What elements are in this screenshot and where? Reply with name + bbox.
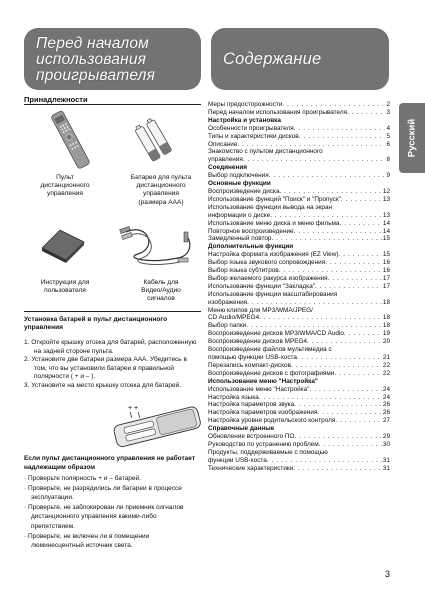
toc-dot-leader bbox=[347, 109, 385, 117]
toc-entry-title: Выбор языка звукового сопровождения bbox=[208, 259, 326, 267]
toc-dot-leader bbox=[297, 354, 382, 362]
toc-dot-leader bbox=[334, 370, 382, 378]
toc-entry-line: Продукты, поддерживаемые с помощью bbox=[208, 448, 328, 456]
toc-entry bbox=[208, 172, 390, 180]
toc-entry-title: Выбор подключения bbox=[208, 172, 269, 180]
toc-entry bbox=[208, 354, 390, 362]
toc-entry bbox=[208, 465, 390, 473]
toc-page-number: 24 bbox=[382, 385, 390, 393]
toc-page-number: 4 bbox=[386, 124, 390, 132]
language-side-tab bbox=[399, 103, 425, 173]
toc-entry bbox=[208, 457, 390, 465]
toc-dot-leader bbox=[294, 228, 382, 236]
toc-dot-leader bbox=[280, 188, 382, 196]
toc-entry bbox=[208, 441, 390, 449]
toc-page-number: 18 bbox=[382, 298, 390, 306]
toc-entry bbox=[208, 362, 390, 370]
header-left-title: Перед началом использования проигрывателя bbox=[36, 35, 156, 84]
toc-page-number: 13 bbox=[382, 195, 390, 203]
toc-entry bbox=[208, 212, 390, 220]
toc-entry-title: Воспроизведение дисков с фотографиями bbox=[208, 369, 335, 377]
toc-entry bbox=[208, 267, 390, 275]
toc-page-number: 3 bbox=[386, 108, 390, 116]
toc-page-number: 16 bbox=[382, 267, 390, 275]
toc-dot-leader bbox=[291, 362, 382, 370]
toc-entry-title: Настройка параметров звука bbox=[208, 401, 295, 409]
toc-section-title: Настройка и установка bbox=[208, 116, 281, 124]
toc-entry bbox=[208, 370, 390, 378]
toc-page-number: 15 bbox=[382, 251, 390, 259]
remote-trouble-list bbox=[24, 474, 201, 551]
toc-section-title: Соединения bbox=[208, 164, 247, 172]
trouble-item: · Проверьте полярность + и – батарей. bbox=[24, 475, 141, 482]
toc-entry-title: Меры предосторожности bbox=[208, 101, 283, 108]
toc-dot-leader bbox=[247, 299, 382, 307]
toc-entry-title: Описание bbox=[208, 140, 238, 148]
language-side-tab-label: Русский bbox=[406, 118, 418, 158]
toc-page-number: 18 bbox=[382, 314, 390, 322]
toc-entry bbox=[208, 338, 390, 346]
toc-entry-title: управления bbox=[208, 156, 243, 164]
header-left-banner bbox=[24, 28, 201, 90]
toc-entry-title: функции USB-хоста bbox=[208, 456, 267, 464]
toc-entry bbox=[208, 433, 390, 441]
battery-section-rule bbox=[24, 311, 201, 312]
toc-page-number: 8 bbox=[386, 156, 390, 164]
toc-dot-leader bbox=[338, 251, 381, 259]
toc-entry-title: Воспроизведение дисков MPEG4 bbox=[208, 338, 307, 346]
toc-dot-leader bbox=[294, 433, 381, 441]
toc-section-heading bbox=[208, 164, 390, 172]
toc-entry bbox=[208, 251, 390, 259]
toc-section-title: Основные функции bbox=[208, 180, 271, 188]
toc-page-number: 31 bbox=[382, 456, 390, 464]
toc-dot-leader bbox=[237, 141, 385, 149]
toc-page-number: 18 bbox=[382, 322, 390, 330]
batteries-icon bbox=[136, 115, 176, 163]
header-right-title: Содержание bbox=[223, 50, 322, 68]
toc-entry-title: Использование меню "Настройка" bbox=[208, 385, 310, 393]
toc-page-number: 21 bbox=[382, 354, 390, 361]
toc-dot-leader bbox=[335, 417, 382, 425]
toc-page-number: 26 bbox=[382, 409, 390, 417]
toc-dot-leader bbox=[267, 457, 382, 465]
toc-dot-leader bbox=[315, 283, 382, 291]
toc-dot-leader bbox=[299, 133, 386, 141]
toc-page-number: 9 bbox=[386, 172, 390, 180]
toc-page-number: 30 bbox=[382, 440, 390, 448]
toc-dot-leader bbox=[282, 101, 385, 109]
battery-step: 1. Откройте крышку отсека для батарей, расположенную на задней стороне пульта. bbox=[24, 339, 197, 355]
toc-dot-leader bbox=[279, 267, 382, 275]
accessories-heading: Принадлежности bbox=[24, 95, 88, 104]
toc-entry bbox=[208, 330, 390, 338]
toc-entry bbox=[208, 156, 390, 164]
toc-page-number: 15 bbox=[382, 235, 390, 243]
accessory-label-manual: Инструкция для пользователя bbox=[40, 279, 90, 295]
toc-entry-title: информации о диске bbox=[208, 211, 271, 219]
toc-page-number: 2 bbox=[386, 101, 390, 108]
toc-page-number: 12 bbox=[382, 187, 390, 195]
svg-text:+ +: + + bbox=[128, 405, 139, 412]
accessory-label-remote: Пульт дистанционного управления bbox=[40, 174, 90, 198]
trouble-item: · Проверьте, не заблокирован ли приемник сигналов дистанционного управления какими-либо препятствием. bbox=[24, 503, 184, 530]
toc-dot-leader bbox=[339, 220, 381, 228]
toc-page-number: 13 bbox=[382, 211, 390, 219]
remote-control-icon bbox=[52, 112, 88, 168]
toc-entry bbox=[208, 259, 390, 267]
toc-entry-title: Руководство по устранению проблем bbox=[208, 440, 319, 448]
toc-page-number: 29 bbox=[382, 433, 390, 441]
av-cable-icon bbox=[118, 218, 198, 270]
manual-book-icon bbox=[38, 222, 86, 264]
toc-section-heading bbox=[208, 180, 390, 188]
toc-entry-line: Воспроизведение файлов мультимедиа с bbox=[208, 346, 332, 354]
toc-dot-leader bbox=[325, 259, 382, 267]
toc-page-number: 14 bbox=[382, 219, 390, 227]
toc-entry-title: Настройка языка bbox=[208, 393, 259, 401]
toc-entry-title: Перед началом использования проигрывателя bbox=[208, 108, 348, 116]
accessories-rule bbox=[24, 104, 201, 105]
toc-entry-line: Использование функции масштабирования bbox=[208, 290, 338, 298]
toc-page-number: 31 bbox=[382, 464, 390, 472]
toc-entry bbox=[208, 109, 390, 117]
toc-page-number: 20 bbox=[382, 338, 390, 346]
toc-entry-title: CD Audio/MPEG4 bbox=[208, 314, 260, 322]
toc-page-number: 17 bbox=[382, 274, 390, 282]
toc-entry bbox=[208, 133, 390, 141]
toc-entry-title: Выбор папки bbox=[208, 322, 247, 330]
battery-step: 2. Установите две батареи размера ААА. Убедитесь в том, что вы установили батареи в правильной полярности ( + и – ). bbox=[24, 356, 187, 381]
trouble-item: · Проверьте, не разрядились ли батареи в процессе эксплуатации. bbox=[24, 484, 182, 502]
toc-dot-leader bbox=[246, 322, 382, 330]
toc-entry-title: Выбор языка субтитров bbox=[208, 267, 279, 275]
toc-entry bbox=[208, 386, 390, 394]
toc-entry-title: Технические характеристики bbox=[208, 464, 294, 472]
toc-page-number: 5 bbox=[386, 132, 390, 140]
toc-entry-title: Использование функции "Закладка" bbox=[208, 282, 316, 290]
toc-entry bbox=[208, 101, 390, 109]
toc-entry bbox=[208, 196, 390, 204]
toc-section-title: Дополнительные функции bbox=[208, 243, 294, 251]
toc-entry bbox=[208, 299, 390, 307]
table-of-contents bbox=[208, 101, 390, 473]
toc-page-number: 6 bbox=[386, 140, 390, 148]
toc-dot-leader bbox=[271, 235, 381, 243]
toc-section-heading bbox=[208, 378, 390, 386]
toc-section-heading bbox=[208, 117, 390, 125]
toc-entry-title: Замедленный повтор bbox=[208, 235, 272, 243]
toc-page-number: 17 bbox=[382, 282, 390, 290]
toc-entry bbox=[208, 275, 390, 283]
toc-entry-title: Выбор желаемого ракурса изображения bbox=[208, 274, 328, 282]
toc-page-number: 24 bbox=[382, 393, 390, 401]
battery-step: 3. Установите на место крышку отсека для батарей. bbox=[24, 381, 182, 389]
toc-entry bbox=[208, 141, 390, 149]
toc-entry-title: Настройка уровня родительского контроля bbox=[208, 417, 336, 425]
toc-entry-line: Меню клипов для MP3/WMA/JPEG/ bbox=[208, 306, 313, 314]
toc-dot-leader bbox=[270, 212, 382, 220]
toc-dot-leader bbox=[309, 386, 381, 394]
toc-entry-title: Повторное воспроизведение bbox=[208, 227, 294, 235]
toc-dot-leader bbox=[341, 196, 382, 204]
toc-dot-leader bbox=[294, 125, 386, 133]
toc-dot-leader bbox=[243, 156, 386, 164]
toc-dot-leader bbox=[328, 275, 382, 283]
toc-entry-title: Настройка параметров изображения bbox=[208, 409, 318, 417]
toc-page-number: 14 bbox=[382, 227, 390, 235]
battery-install-heading: Установка батарей в пульт дистанционного управления bbox=[24, 316, 168, 331]
toc-page-number: 27 bbox=[382, 417, 390, 425]
toc-entry-title: изображения bbox=[208, 298, 248, 306]
toc-dot-leader bbox=[344, 330, 382, 338]
toc-entry bbox=[208, 283, 390, 291]
toc-entry-title: Настройка формата изображения (EZ View) bbox=[208, 251, 339, 259]
trouble-item: · Проверьте, не включен ли в помещении люминесцентный источник света. bbox=[24, 532, 150, 550]
toc-entry-line: Знакомство с пультом дистанционного bbox=[208, 148, 323, 156]
toc-section-heading bbox=[208, 425, 390, 433]
toc-entry bbox=[208, 235, 390, 243]
battery-install-steps bbox=[24, 339, 201, 391]
toc-page-number: 19 bbox=[382, 330, 390, 338]
toc-entry-title: Воспроизведение диска bbox=[208, 187, 280, 195]
toc-entry-title: Особенности проигрывателя bbox=[208, 124, 294, 132]
toc-entry-line: Использование функции вывода на экран bbox=[208, 203, 333, 211]
toc-section-title: Справочные данные bbox=[208, 425, 275, 433]
toc-entry-title: Типы и характеристики дисков bbox=[208, 132, 299, 140]
accessory-label-batteries: Батарея для пульта дистанционного управления (размера ААА) bbox=[130, 174, 192, 206]
toc-dot-leader bbox=[319, 441, 382, 449]
remote-trouble-heading: Если пульт дистанционного управления не работает надлежащим образом bbox=[24, 455, 196, 471]
remote-battery-compartment-icon bbox=[110, 402, 202, 448]
toc-entry bbox=[208, 188, 390, 196]
header-right-banner bbox=[211, 28, 389, 90]
toc-dot-leader bbox=[293, 465, 382, 473]
toc-page-number: 16 bbox=[382, 259, 390, 267]
page-number: 3 bbox=[385, 569, 391, 579]
toc-section-title: Использование меню "Настройка" bbox=[208, 377, 318, 385]
accessory-label-cable: Кабель для Видео/Аудио сигналов bbox=[141, 279, 181, 303]
toc-entry bbox=[208, 220, 390, 228]
toc-entry-title: Воспроизведение дисков MP3/WMA/CD Audio bbox=[208, 330, 344, 338]
toc-page-number: 22 bbox=[382, 369, 390, 377]
toc-entry bbox=[208, 125, 390, 133]
toc-page-number: 26 bbox=[382, 401, 390, 409]
toc-dot-leader bbox=[307, 338, 382, 346]
toc-entry-title: помощью функции USB-хоста bbox=[208, 354, 297, 361]
toc-dot-leader bbox=[259, 314, 382, 322]
toc-entry bbox=[208, 322, 390, 330]
toc-entry-title: Обновление встроенного ПО bbox=[208, 433, 295, 441]
toc-entry bbox=[208, 417, 390, 425]
toc-entry-title: Перезапись компакт-дисков bbox=[208, 361, 291, 369]
toc-dot-leader bbox=[269, 172, 386, 180]
toc-entry-title: Использование функций "Поиск" и "Пропуск" bbox=[208, 195, 341, 203]
toc-page-number: 22 bbox=[382, 361, 390, 369]
toc-entry-title: Использование меню диска и меню фильма bbox=[208, 219, 340, 227]
